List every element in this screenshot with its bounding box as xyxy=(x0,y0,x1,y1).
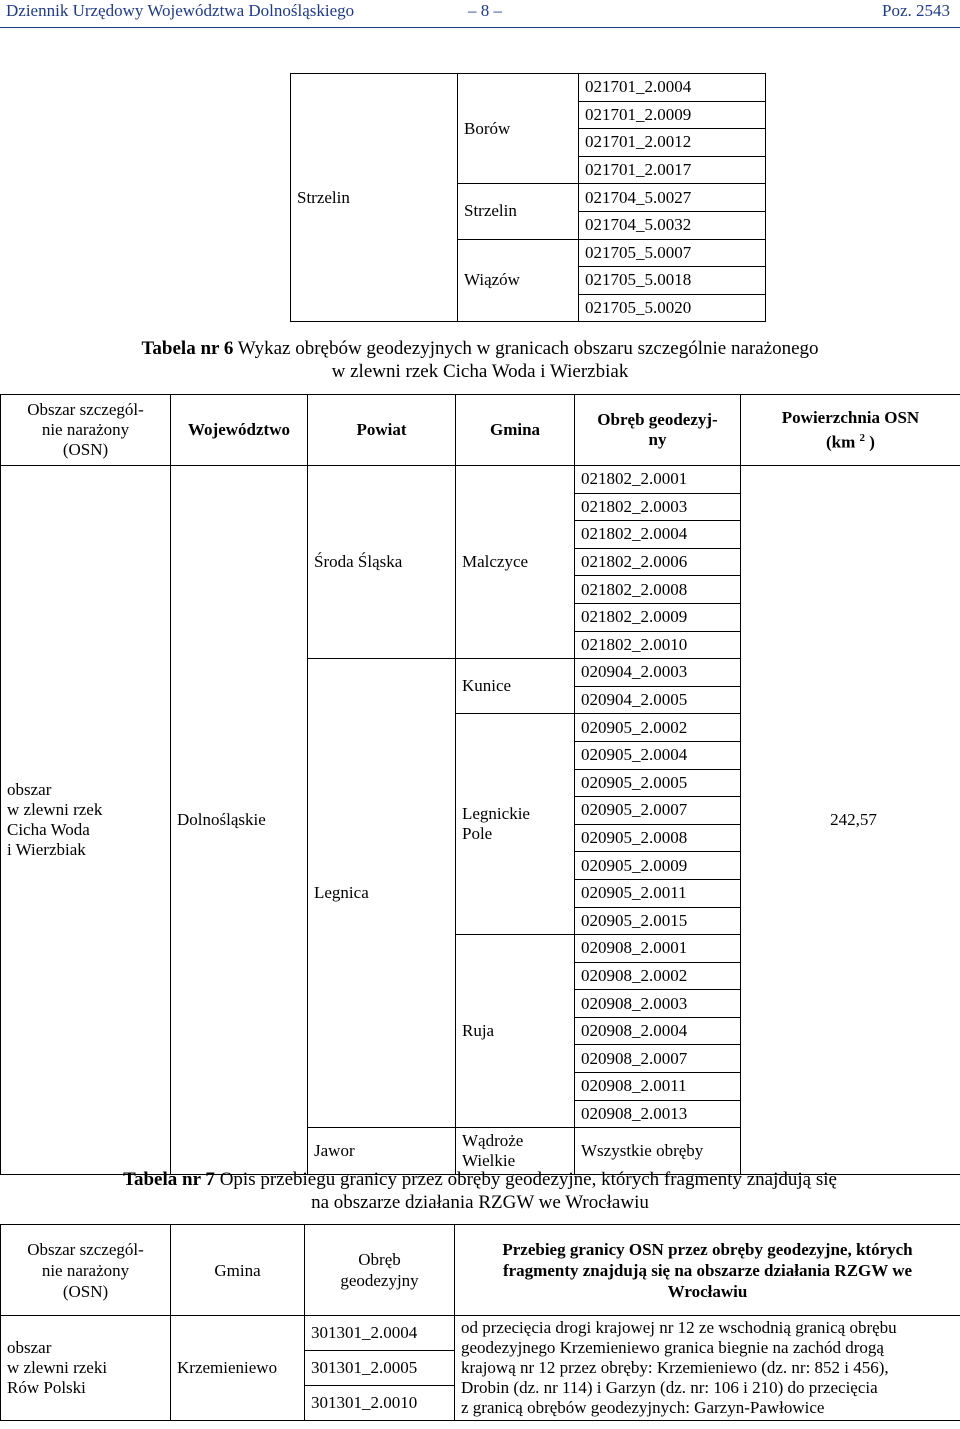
obreb-cell: 021802_2.0004 xyxy=(575,521,741,549)
gmina-cell: Borów xyxy=(458,74,579,184)
header-gmina: Gmina xyxy=(456,395,575,466)
powiat-cell: Środa Śląska xyxy=(308,466,456,659)
obreb-cell: 020904_2.0005 xyxy=(575,686,741,714)
powiat-cell: Strzelin xyxy=(291,74,458,322)
obreb-cell: 021802_2.0006 xyxy=(575,548,741,576)
obreb-cell: 021802_2.0009 xyxy=(575,603,741,631)
obreb-cell: 020908_2.0013 xyxy=(575,1100,741,1128)
caption-text: Opis przebiegu granicy przez obręby geodezyjne, których fragmenty znajdują się xyxy=(219,1169,837,1190)
table-row xyxy=(291,74,960,102)
obreb-cell: 020905_2.0015 xyxy=(575,907,741,935)
table-7-caption xyxy=(0,1168,960,1214)
header-przebieg: Przebieg granicy OSN przez obręby geodezyjne, których fragmenty znajdują się na obszarze działania RZGW we Wrocławiu xyxy=(455,1225,960,1316)
gmina-cell: Wądroże Wielkie xyxy=(456,1128,575,1175)
obreb-cell: 020905_2.0011 xyxy=(575,879,741,907)
opis-cell: od przecięcia drogi krajowej nr 12 ze wschodnią granicą obrębu geodezyjnego Krzemieniewo granica biegnie na zachód drogą krajową nr 12 przez obręby: Krzemieniewo (dz. nr: 852 i 456), Drobin (dz. nr 114) i Garzyn (dz. nr: 106 i 210) do przecięcia z granicą obrębów geodezyjnych: Garzyn-Pawłowice xyxy=(455,1316,960,1421)
obreb-cell: 020905_2.0009 xyxy=(575,852,741,880)
obreb-cell: 021705_5.0018 xyxy=(579,267,766,295)
powiat-cell: Legnica xyxy=(308,659,456,1128)
obreb-cell: 301301_2.0005 xyxy=(305,1351,455,1386)
gmina-cell: Strzelin xyxy=(458,184,579,239)
caption-text-line2: w zlewni rzek Cicha Woda i Wierzbiak xyxy=(331,361,629,382)
obreb-cell: 020905_2.0008 xyxy=(575,824,741,852)
caption-text: Wykaz obrębów geodezyjnych w granicach obszaru szczególnie narażonego xyxy=(237,338,819,359)
page-header xyxy=(0,0,960,26)
table-5-continuation xyxy=(290,73,960,322)
header-obreb: Obręb geodezyj- ny xyxy=(575,395,741,466)
caption-label: Tabela nr 6 xyxy=(141,338,234,359)
obreb-cell: 021701_2.0004 xyxy=(579,74,766,102)
osn-name-cell: obszar w zlewni rzek Cicha Woda i Wierzbiak xyxy=(1,466,171,1175)
powiat-cell: Jawor xyxy=(308,1128,456,1175)
gmina-cell: Legnickie Pole xyxy=(456,714,575,935)
caption-text-line2: na obszarze działania RZGW we Wrocławiu xyxy=(311,1192,649,1213)
header-powierzchnia: Powierzchnia OSN (km $^2$ ) xyxy=(741,395,960,466)
obreb-cell: 020905_2.0004 xyxy=(575,741,741,769)
table-7 xyxy=(0,1224,960,1421)
obreb-cell: 021704_5.0032 xyxy=(579,211,766,239)
journal-title: Dziennik Urzędowy Województwa Dolnośląskiego xyxy=(6,1,355,20)
obreb-cell: 021704_5.0027 xyxy=(579,184,766,212)
header-obreb: Obręb geodezyjny xyxy=(305,1225,455,1316)
obreb-cell: 021701_2.0017 xyxy=(579,156,766,184)
obreb-cell: 020905_2.0002 xyxy=(575,714,741,742)
obreb-cell: 021701_2.0009 xyxy=(579,101,766,129)
obreb-cell: 021802_2.0001 xyxy=(575,466,741,494)
gmina-cell: Kunice xyxy=(456,659,575,714)
caption-label: Tabela nr 7 xyxy=(123,1169,215,1190)
obreb-cell: 301301_2.0004 xyxy=(305,1316,455,1351)
header-gmina: Gmina xyxy=(171,1225,305,1316)
header-wojewodztwo: Województwo xyxy=(171,395,308,466)
table-6 xyxy=(0,394,960,1175)
gmina-cell: Wiązów xyxy=(458,239,579,322)
obreb-cell: 020908_2.0004 xyxy=(575,1017,741,1045)
obreb-cell: 021705_5.0007 xyxy=(579,239,766,267)
obreb-cell: 020908_2.0002 xyxy=(575,962,741,990)
header-divider xyxy=(0,27,960,28)
header-osn: Obszar szczegól- nie narażony (OSN) xyxy=(1,1225,171,1316)
page-number: – 8 – xyxy=(468,1,502,20)
gmina-cell: Ruja xyxy=(456,935,575,1128)
obreb-cell: 020905_2.0005 xyxy=(575,769,741,797)
obreb-cell: 020908_2.0011 xyxy=(575,1073,741,1101)
obreb-cell: 020908_2.0007 xyxy=(575,1045,741,1073)
osn-name-cell: obszar w zlewni rzeki Rów Polski xyxy=(1,1316,171,1421)
obreb-cell: Wszystkie obręby xyxy=(575,1128,741,1175)
table-row xyxy=(1,466,960,494)
obreb-cell: 021705_5.0020 xyxy=(579,294,766,322)
powierzchnia-cell: 242,57 xyxy=(741,466,960,1175)
gmina-cell: Malczyce xyxy=(456,466,575,659)
obreb-cell: 301301_2.0010 xyxy=(305,1386,455,1421)
table-row xyxy=(1,1316,960,1351)
position-number: Poz. 2543 xyxy=(882,1,950,20)
obreb-cell: 021802_2.0008 xyxy=(575,576,741,604)
obreb-cell: 020908_2.0003 xyxy=(575,990,741,1018)
table-header-row xyxy=(1,1225,960,1316)
obreb-cell: 020905_2.0007 xyxy=(575,797,741,825)
header-powiat: Powiat xyxy=(308,395,456,466)
obreb-cell: 020908_2.0001 xyxy=(575,935,741,963)
obreb-cell: 021802_2.0010 xyxy=(575,631,741,659)
obreb-cell: 020904_2.0003 xyxy=(575,659,741,687)
table-header-row xyxy=(1,395,960,466)
wojewodztwo-cell: Dolnośląskie xyxy=(171,466,308,1175)
obreb-cell: 021802_2.0003 xyxy=(575,493,741,521)
obreb-cell: 021701_2.0012 xyxy=(579,129,766,157)
header-osn: Obszar szczegól- nie narażony (OSN) xyxy=(1,395,171,466)
empty-cell xyxy=(766,74,960,322)
table-6-caption xyxy=(0,337,960,383)
gmina-cell: Krzemieniewo xyxy=(171,1316,305,1421)
